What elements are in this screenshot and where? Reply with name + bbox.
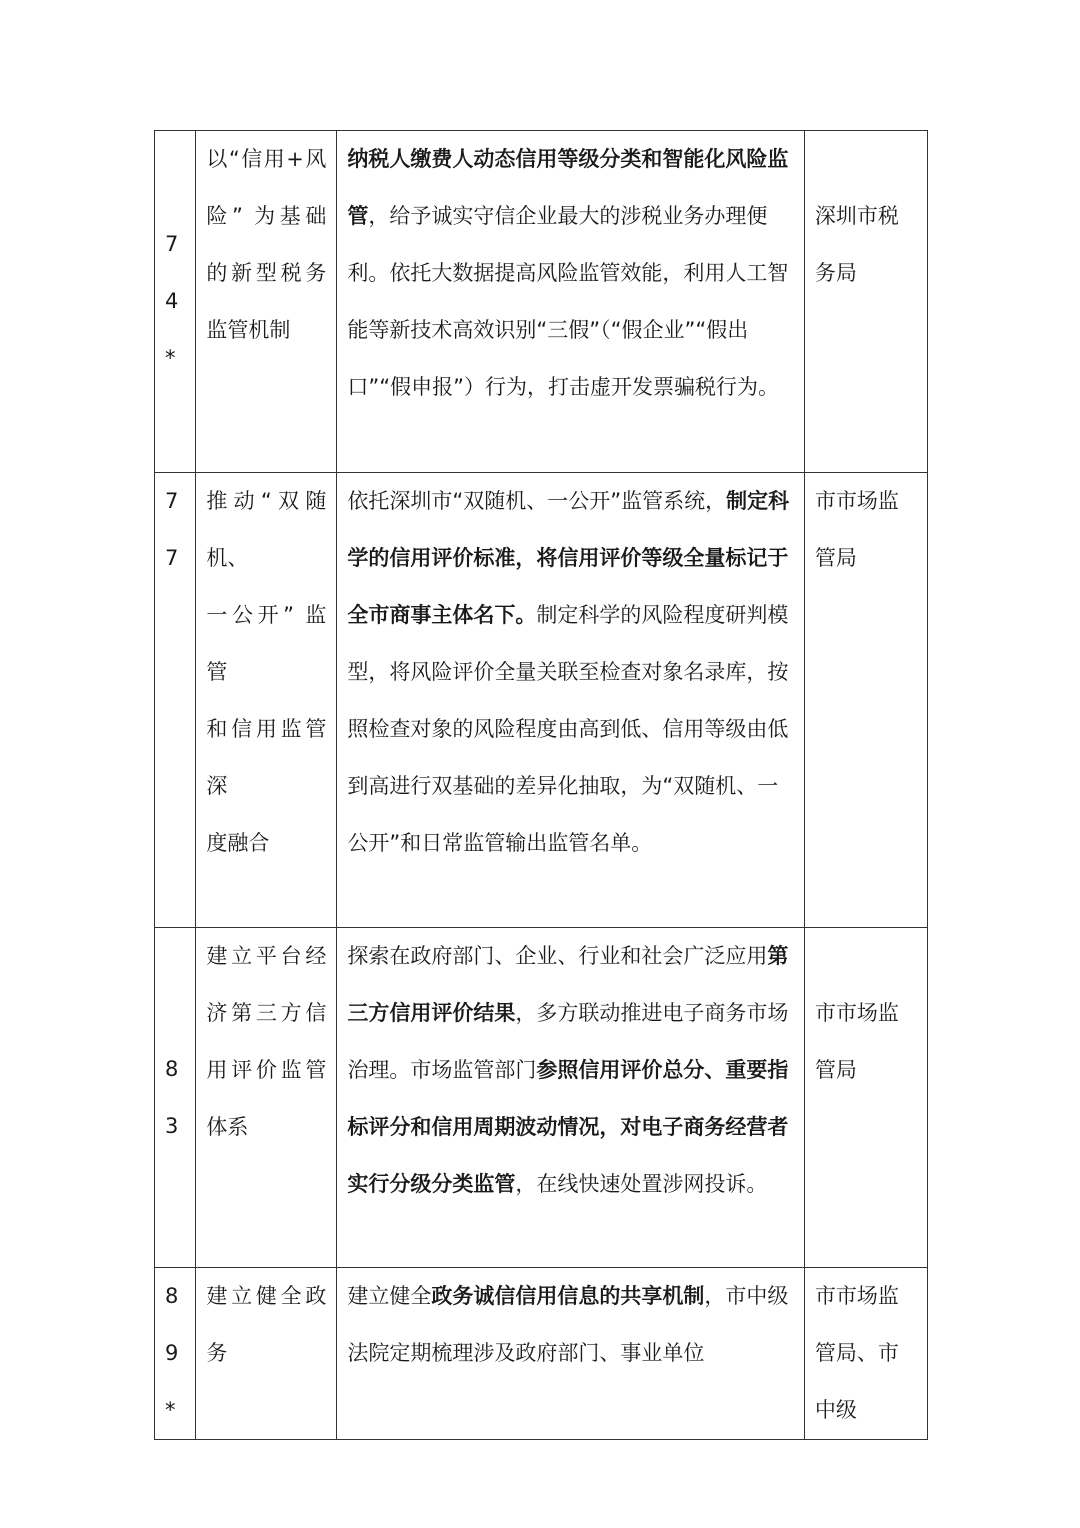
- item-title-cell: [196, 473, 337, 928]
- item-title-line: 管: [206, 660, 228, 684]
- item-number-cell: [155, 131, 196, 473]
- item-title-line: 深: [206, 774, 228, 798]
- item-title-line: 建立健全政: [206, 1284, 327, 1308]
- item-title-line: 推动“双随: [206, 489, 327, 513]
- content-emphasis: 制定科学的信用评价标准，将信用评价等级全量标记于全市商事主体名下。: [347, 489, 790, 627]
- item-title-line: 和信用监管: [206, 717, 327, 741]
- content-emphasis: 政务诚信信用信息的共享机制: [431, 1284, 705, 1308]
- department-cell: [804, 473, 927, 928]
- item-content-cell: [337, 473, 805, 928]
- item-number: 89*: [165, 1284, 179, 1422]
- item-title-line: 度融合: [206, 831, 270, 855]
- item-title-line: 机、: [206, 546, 249, 570]
- item-number: 77: [165, 489, 179, 570]
- item-number-cell: [155, 473, 196, 928]
- item-content-cell: [337, 131, 805, 473]
- content-emphasis: 参照信用评价总分、重要指标评分和信用周期波动情况，对电子商务经营者实行分级分类监管: [347, 1058, 789, 1196]
- content-text: 依托深圳市“双随机、一公开”监管系统，: [347, 489, 727, 513]
- department-cell: [804, 131, 927, 473]
- item-title-line: 务: [206, 1341, 228, 1365]
- item-title-line: 济第三方信: [206, 1001, 327, 1025]
- content-text: ，市中级法院定期梳理涉及政府部门、事业单位: [347, 1284, 789, 1365]
- item-title-line: 的新型税务: [206, 261, 327, 285]
- item-number-cell: [155, 1268, 196, 1440]
- content-text: 建立健全: [347, 1284, 432, 1308]
- department-text: 市市场监管局: [814, 489, 899, 570]
- policy-table: [154, 130, 928, 1440]
- table-row: [155, 131, 928, 473]
- content-text: ，给予诚实守信企业最大的涉税业务办理便利。依托大数据提高风险监管效能，利用人工智能等新技术高效识别“三假”（“假企业”“假出口”“假申报”）行为，打击虚开发票骗税行为。: [347, 204, 789, 399]
- item-title-line: 建立平台经: [206, 944, 327, 968]
- item-title-line: 险” 为基础: [206, 204, 327, 228]
- item-title-line: 以“信用+风: [206, 147, 327, 171]
- item-title-cell: [196, 131, 337, 473]
- department-cell: [804, 928, 927, 1268]
- item-title-line: 监管机制: [206, 318, 291, 342]
- item-content-cell: [337, 928, 805, 1268]
- item-number: 83: [165, 1056, 179, 1138]
- content-text: 制定科学的风险程度研判模型，将风险评价全量关联至检查对象名录库，按照检查对象的风险程度由高到低、信用等级由低到高进行双基础的差异化抽取，为“双随机、一公开”和日常监管输出监管名单。: [347, 603, 789, 855]
- item-title-cell: [196, 928, 337, 1268]
- item-number: 74*: [165, 232, 179, 370]
- table-row: [155, 1268, 928, 1440]
- department-text: 深圳市税务局: [814, 204, 899, 285]
- table-row: [155, 928, 928, 1268]
- content-emphasis: 第三方信用评价结果: [347, 944, 789, 1025]
- item-title-line: 体系: [206, 1115, 249, 1139]
- content-text: ，在线快速处置涉网投诉。: [515, 1172, 768, 1196]
- item-title-cell: [196, 1268, 337, 1440]
- content-text: 探索在政府部门、企业、行业和社会广泛应用: [347, 944, 768, 968]
- table-row: [155, 473, 928, 928]
- department-text: 市市场监管局: [814, 1001, 899, 1082]
- department-cell: [804, 1268, 927, 1440]
- item-number-cell: [155, 928, 196, 1268]
- item-title-line: 一公开” 监: [206, 603, 327, 627]
- item-content-cell: [337, 1268, 805, 1440]
- department-text: 市市场监管局、市中级: [814, 1284, 899, 1422]
- item-title-line: 用评价监管: [206, 1058, 327, 1082]
- content-text: ，多方联动推进电子商务市场治理。市场监管部门: [347, 1001, 789, 1082]
- content-emphasis: 纳税人缴费人动态信用等级分类和智能化风险监管: [347, 147, 789, 228]
